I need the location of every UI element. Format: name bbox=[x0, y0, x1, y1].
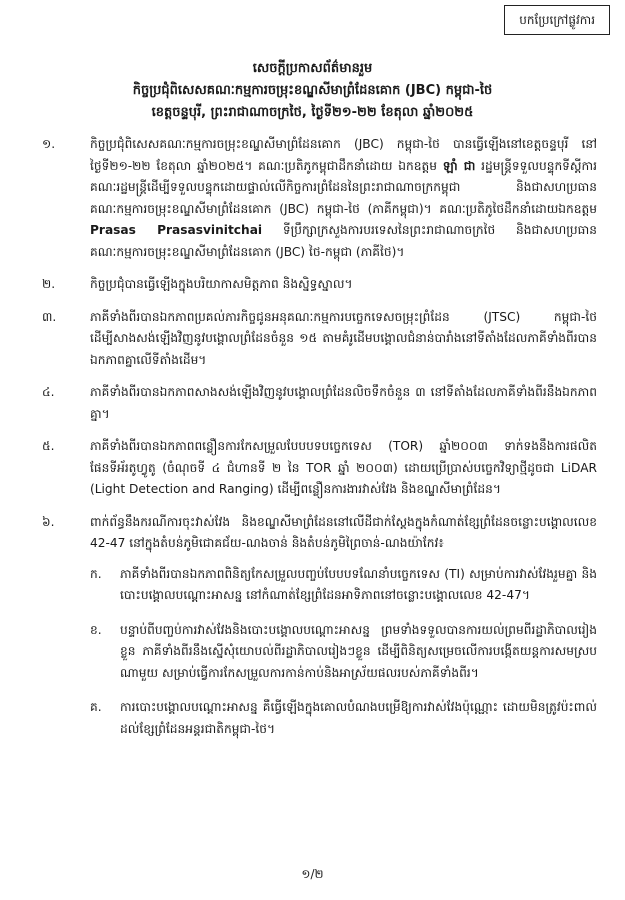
item-text: កិច្ចប្រជុំបានធ្វើឡើងក្នុងបរិយាកាសមិត្តភាព និងស្និទ្ធស្នាល។ bbox=[90, 277, 353, 291]
unofficial-translation-badge: បកប្រែក្រៅផ្លូវការ bbox=[504, 5, 610, 35]
item-text: កិច្ចប្រជុំពិសេសគណៈកម្មការចម្រុះខណ្ឌសីមាព្រំដែនគោក (JBC) កម្ពុជា-ថៃ បានធ្វើឡើងនៅខេត្តចន្ទបុរី នៅថ្ងៃទី២១-២២ ខែតុលា ឆ្នាំ២០២៥។ គណៈប្រតិភូកម្ពុជាដឹកនាំដោយ ឯកឧត្តម ឡាំ ជា រដ្ឋមន្ត្រីទទួលបន្ទុកទីស្តីការគណៈរដ្ឋមន្ត្រីដើម្បីទទួលបន្ទុកដោយផ្ទាល់លើកិច្ចការព្រំដែននៃព្រះរាជាណាចក្រកម្ពុជា និងជាសហប្រធានគណៈកម្មការចម្រុះខណ្ឌសីមាព្រំដែនគោក (JBC) កម្ពុជា-ថៃ (ភាគីកម្ពុជា)។ គណៈប្រតិភូថៃដឹកនាំដោយឯកឧត្តម Prasas Prasasvinitchai ទីប្រឹក្សាក្រសួងការបរទេសនៃព្រះរាជាណាចក្រថៃ និងជាសហប្រធានគណៈកម្មការចម្រុះខណ្ឌសីមាព្រំដែនគោក (JBC) ថៃ-កម្ពុជា (ភាគីថៃ)។ bbox=[90, 137, 597, 259]
subitem-ka bbox=[90, 564, 597, 607]
statement-item-6 bbox=[30, 512, 597, 555]
statement-item-3 bbox=[30, 307, 597, 372]
subitem-number: ខ. bbox=[90, 622, 102, 637]
document-title: សេចក្តីប្រកាសព័ត៌មានរួម bbox=[252, 61, 373, 76]
item-number: ៤. bbox=[42, 385, 55, 399]
item-text: ភាគីទាំងពីរបានឯកភាពពន្លឿនការកែសម្រួលបែបបទបច្ចេកទេស (TOR) ឆ្នាំ២០០៣ ទាក់ទងនឹងការផលិតផែនទីអ័រតូហ្វូតូ (ចំណុចទី ៤ ជំហានទី ២ នៃ TOR ឆ្នាំ ២០០៣) ដោយប្រើប្រាស់បច្ចេកវិទ្យាថ្មីដូចជា LiDAR (Light Detection and Ranging) ដើម្បីពន្លឿនការងារវាស់វែង និងខណ្ឌសីមាព្រំដែន។ bbox=[90, 439, 597, 496]
item-number: ២. bbox=[42, 277, 56, 291]
meeting-title: កិច្ចប្រជុំពិសេសគណៈកម្មការចម្រុះខណ្ឌសីមាព្រំដែនគោក (JBC) កម្ពុជា-ថៃ bbox=[132, 83, 493, 98]
subitem-number: គ. bbox=[90, 700, 102, 714]
subitem-kha bbox=[90, 620, 597, 685]
subitem-number: ក. bbox=[90, 566, 102, 581]
statement-item-1 bbox=[30, 134, 597, 263]
thai-delegation-head: Prasas Prasasvinitchai bbox=[90, 223, 263, 237]
item-number: ៥. bbox=[42, 439, 55, 453]
page-number: ១/២ bbox=[301, 867, 324, 881]
cambodia-delegation-head: ឡាំ ជា bbox=[442, 158, 476, 173]
item-number: ១. bbox=[42, 137, 56, 151]
item-text: ភាគីទាំងពីរបានឯកភាពប្រគល់ភារកិច្ចជូនអនុគណៈកម្មការបច្ចេកទេសចម្រុះព្រំដែន (JTSC) កម្ពុជា-ថៃ ដើម្បីសាងសង់ឡើងវិញនូវបង្គោលព្រំដែនចំនួន ១៥ តាមគំរូដើមបង្គោលជំនាន់បារាំងនៅទីតាំងដែលភាគីទាំងពីរបានឯកភាពគ្នាលើទីតាំងដើម។ bbox=[90, 309, 597, 367]
meeting-place-date: ខេត្តចន្ទបុរី, ព្រះរាជាណាចក្រថៃ, ថ្ងៃទី២១-២២ ខែតុលា ឆ្នាំ២០២៥ bbox=[151, 105, 474, 120]
item-number: ៦. bbox=[42, 514, 55, 529]
subitem-ko bbox=[90, 697, 597, 740]
item-number: ៣. bbox=[42, 309, 57, 324]
statement-item-2 bbox=[30, 274, 597, 296]
document-header bbox=[30, 58, 595, 124]
subitem-text: ការបោះបង្គោលបណ្តោះអាសន្ន គឺធ្វើឡើងក្នុងគោលបំណងបម្រើឱ្យការវាស់វែងប៉ុណ្ណោះ ដោយមិនត្រូវប៉ះពាល់ដល់ខ្សែព្រំដែនអន្តរជាតិកម្ពុជា-ថៃ។ bbox=[120, 700, 597, 736]
statement-items bbox=[30, 134, 597, 753]
item-text: ពាក់ព័ន្ធនឹងករណីការចុះវាស់វែង និងខណ្ឌសីមាព្រំដែននៅលើដីជាក់ស្តែងក្នុងកំណាត់ខ្សែព្រំដែនចន្លោះបង្គោលលេខ 42-47 នៅក្នុងតំបន់ភូមិជោគជ័យ-ណងចាន់ និងតំបន់ភូមិព្រៃចាន់-ណងយ៉ាកែវ៖ bbox=[90, 514, 597, 550]
statement-item-5 bbox=[30, 436, 597, 501]
statement-item-6-subitems bbox=[90, 564, 597, 741]
subitem-text: បន្ទាប់ពីបញ្ចប់ការវាស់វែងនិងបោះបង្គោលបណ្តោះអាសន្ន ព្រមទាំងទទួលបានការយល់ព្រមពីរដ្ឋាភិបាលរៀងខ្លួន ភាគីទាំងពីរនឹងស្នើសុំយោបល់ពីរដ្ឋាភិបាលរៀងៗខ្លួន ដើម្បីពិនិត្យសម្រេចលើការបង្កើតយន្តការសមស្របណាមួយ សម្រាប់ធ្វើការកែសម្រួលការកាន់កាប់និងអាស្រ័យផលរបស់ភាគីទាំងពីរ។ bbox=[120, 622, 597, 680]
subitem-text: ភាគីទាំងពីរបានឯកភាពពិនិត្យកែសម្រួលបញ្ចប់បែបបទណែនាំបច្ចេកទេស (TI) សម្រាប់ការវាស់វែងរួមគ្នា និងបោះបង្គោលបណ្តោះអាសន្ន នៅកំណាត់ខ្សែព្រំដែនអាទិភាពនៅចន្លោះបង្គោលលេខ 42-47។ bbox=[120, 566, 597, 602]
statement-item-4 bbox=[30, 382, 597, 425]
item-text: ភាគីទាំងពីរបានឯកភាពសាងសង់ឡើងវិញនូវបង្គោលព្រំដែនលិចទឹកចំនួន ៣ នៅទីតាំងដែលភាគីទាំងពីរនឹងឯកភាពគ្នា។ bbox=[90, 385, 597, 421]
